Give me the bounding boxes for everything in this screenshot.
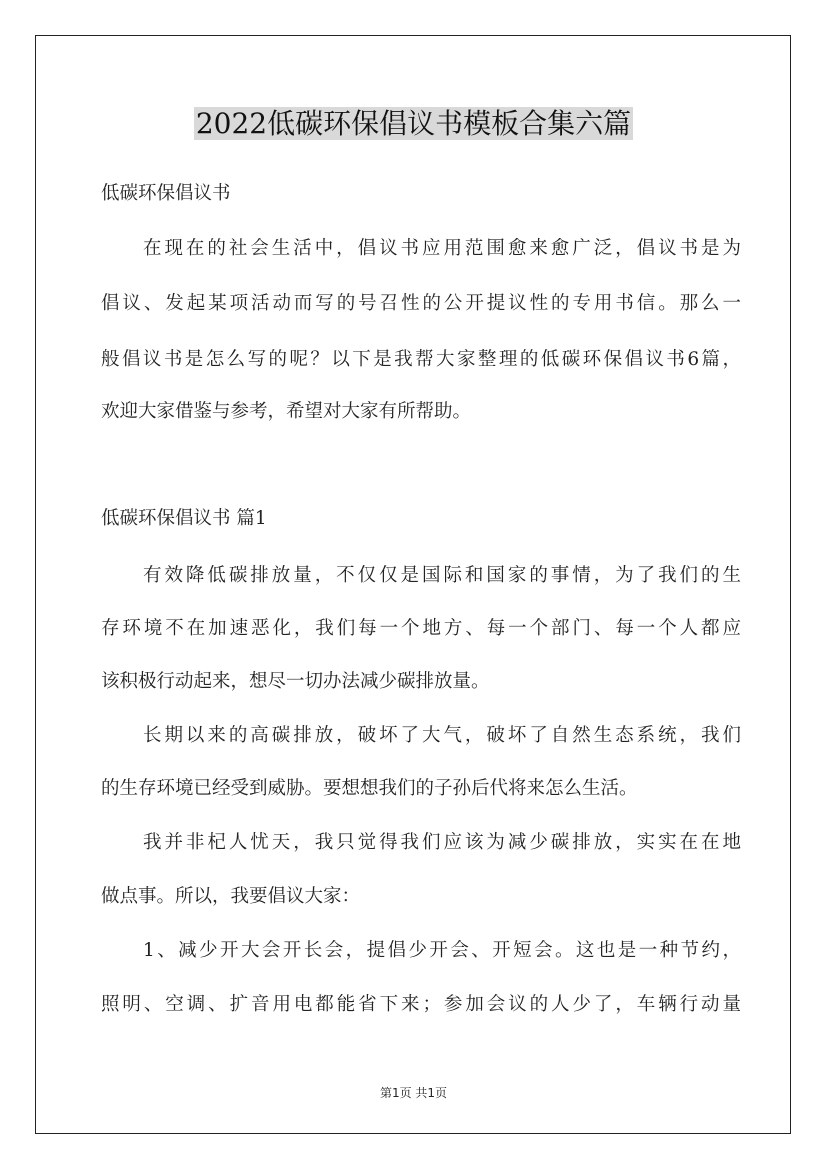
paragraph-line: 该积极行动起来，想尽一切办法减少碳排放量。 [101,671,490,692]
document-title: 2022低碳环保倡议书模板合集六篇 [195,107,632,140]
paragraph-line: 般倡议书是怎么写的呢？以下是我帮大家整理的低碳环保倡议书6篇， [101,349,741,370]
section-heading: 低碳环保倡议书 篇1 [101,508,267,529]
paragraph-line: 1、减少开大会开长会，提倡少开会、开短会。这也是一种节约， [143,940,741,961]
paragraph-line: 在现在的社会生活中，倡议书应用范围愈来愈广泛，倡议书是为 [143,238,741,259]
paragraph-line: 做点事。所以，我要倡议大家： [101,886,361,907]
paragraph-line: 我并非杞人忧天，我只觉得我们应该为减少碳排放，实实在在地 [143,832,741,853]
paragraph-line: 有效降低碳排放量，不仅仅是国际和国家的事情，为了我们的生 [143,565,741,586]
paragraph-line: 照明、空调、扩音用电都能省下来；参加会议的人少了，车辆行动量 [101,994,741,1015]
paragraph-line: 存环境不在加速恶化，我们每一个地方、每一个部门、每一个人都应 [101,618,741,639]
paragraph-line: 倡议、发起某项活动而写的号召性的公开提议性的专用书信。那么一 [101,293,741,314]
section-heading: 低碳环保倡议书 [101,183,231,204]
paragraph-line: 的生存环境已经受到威胁。要想想我们的子孙后代将来怎么生活。 [101,778,638,799]
paragraph-line: 欢迎大家借鉴与参考，希望对大家有所帮助。 [101,401,472,422]
page-footer: 第1页 共1页 [379,1086,448,1100]
paragraph-line: 长期以来的高碳排放，破坏了大气，破坏了自然生态系统，我们 [143,725,741,746]
